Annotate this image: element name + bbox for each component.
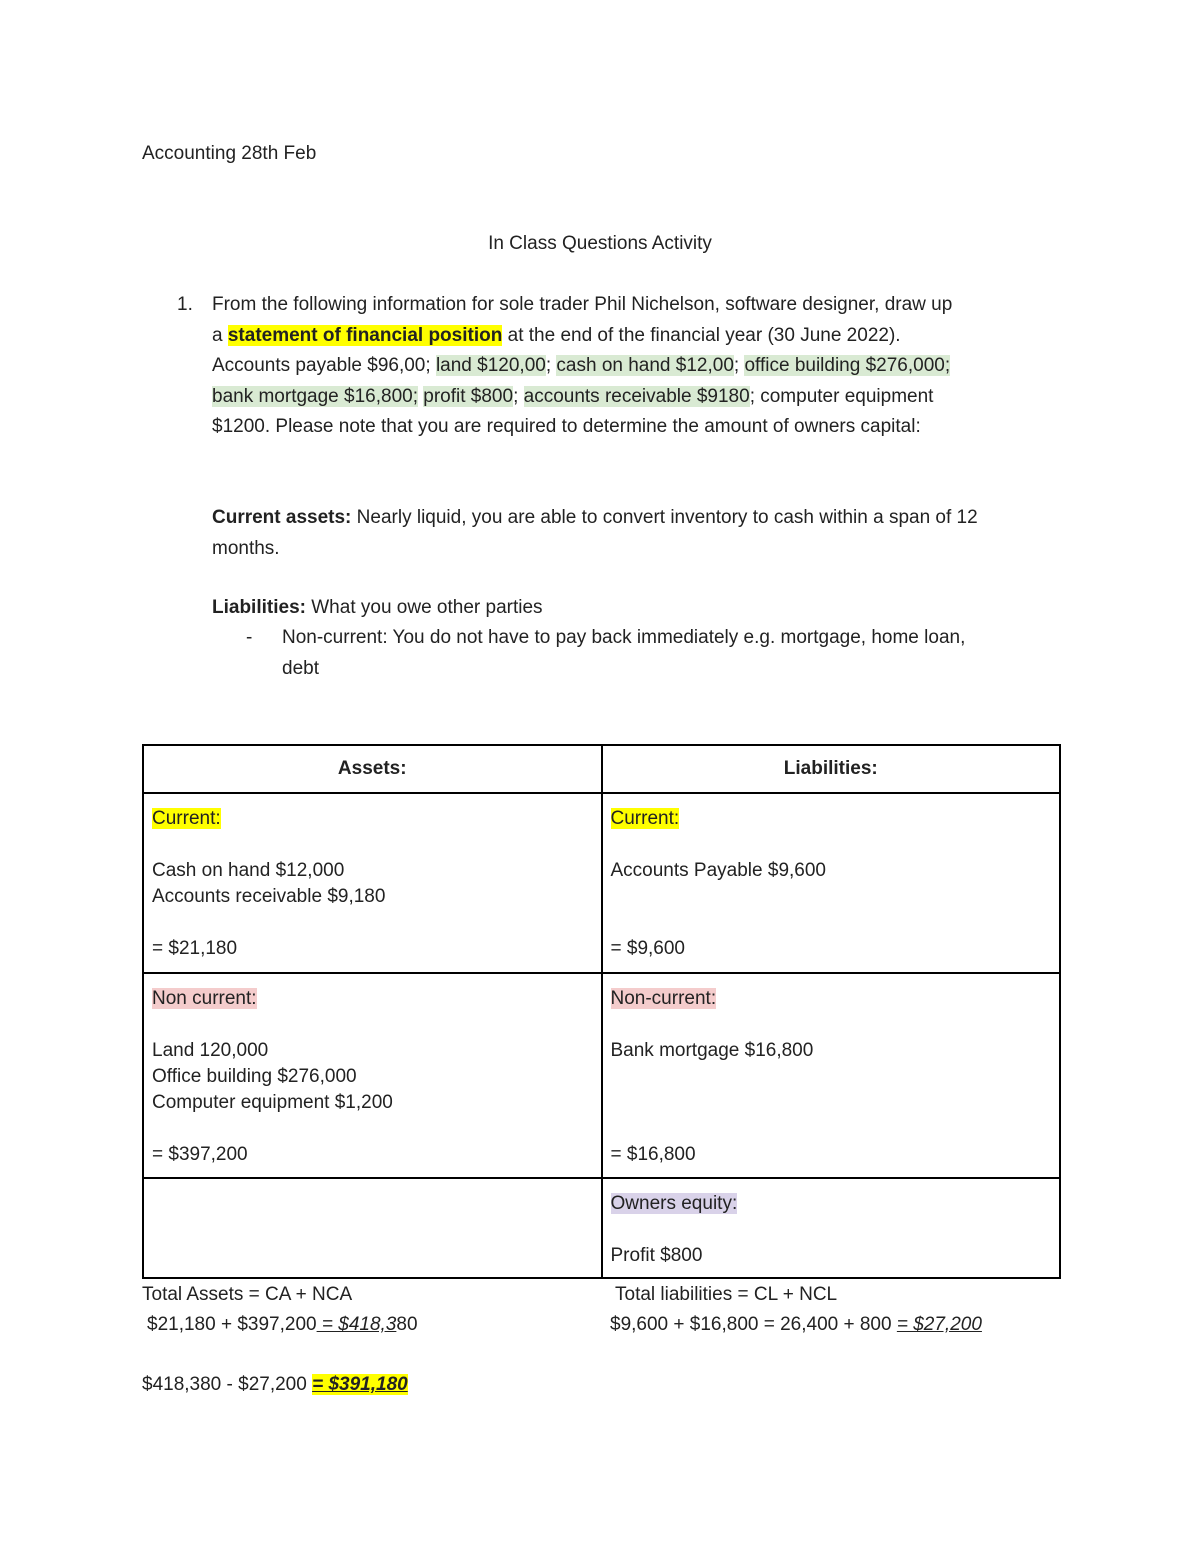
liab-current-label: Current: (610, 808, 680, 829)
assets-current-total: = $21,180 (152, 938, 238, 959)
assets-header: Assets: (143, 745, 602, 793)
liabilities-header: Liabilities: (602, 745, 1061, 793)
highlighted-item: profit $800 (423, 385, 514, 407)
highlighted-item: land $120,00 (435, 355, 546, 376)
item-text: ; computer equipment (749, 385, 934, 407)
question-body (212, 290, 1072, 443)
question-line-5: $1200. Please note that you are required to determine the amount of owners capital: (212, 416, 921, 437)
item-text: ; (545, 355, 557, 376)
item-text: ; (513, 385, 524, 407)
liab-noncurrent-cell (602, 973, 1061, 1178)
liab-formula: Total liabilities = CL + NCL (615, 1284, 838, 1305)
item-text: ; (425, 355, 436, 376)
liab-calc: $9,600 + $16,800 = 26,400 + 800 = $27,200 (610, 1314, 982, 1335)
doc-title: Accounting 28th Feb (142, 143, 317, 164)
highlighted-item: cash on hand $12,00 (556, 355, 734, 376)
owners-equity-item: Profit $800 (610, 1245, 703, 1266)
current-assets-label: Current assets: (212, 507, 352, 528)
highlight-statement: statement of financial position (227, 324, 503, 346)
question-line-4 (212, 382, 1072, 413)
highlighted-item: bank mortgage $16,800; (212, 385, 418, 407)
asset-item: Computer equipment $1,200 (152, 1092, 393, 1113)
owners-equity-cell (602, 1178, 1061, 1278)
subtitle: In Class Questions Activity (488, 233, 712, 254)
liab-item: Bank mortgage $16,800 (610, 1040, 814, 1061)
question-line-1: From the following information for sole trader Phil Nichelson, software designer, draw up (212, 294, 953, 315)
current-assets-note: Current assets: Nearly liquid, you are able to convert inventory to cash within a span of 12 months. (212, 507, 978, 559)
liab-item: Accounts Payable $9,600 (610, 860, 826, 881)
highlighted-item: accounts receivable $9180 (523, 385, 750, 407)
asset-item: Office building $276,000 (152, 1066, 357, 1087)
assets-noncurrent-total: = $397,200 (152, 1144, 248, 1165)
liab-noncurrent-label: Non-current: (610, 988, 717, 1009)
asset-item: Cash on hand $12,000 (152, 860, 345, 881)
question-number: 1. (177, 294, 193, 315)
asset-item: Land 120,000 (152, 1040, 269, 1061)
assets-formula: Total Assets = CA + NCA (142, 1284, 353, 1305)
assets-current-label: Current: (152, 808, 221, 829)
liab-current-cell (602, 793, 1061, 973)
liabilities-label: Liabilities: (212, 597, 306, 618)
assets-calc-result: = $418,3 (316, 1314, 397, 1335)
assets-calc: $21,180 + $397,200 = $418,380 (147, 1314, 418, 1335)
owners-capital-result: = $391,180 (312, 1374, 408, 1395)
assets-noncurrent-cell (143, 973, 602, 1178)
assets-noncurrent-label: Non current: (152, 988, 257, 1009)
assets-current-cell (143, 793, 602, 973)
bullet-dash: - (246, 627, 253, 648)
financial-position-table (142, 744, 1061, 1279)
empty-cell (143, 1178, 602, 1278)
item-text: Accounts payable $96,00 (212, 355, 426, 376)
asset-item: Accounts receivable $9,180 (152, 886, 386, 907)
liabilities-note: Liabilities: What you owe other parties (212, 597, 543, 618)
liab-calc-result: = $27,200 (896, 1314, 982, 1335)
bullet-text: Non-current: You do not have to pay back immediately e.g. mortgage, home loan, debt (282, 627, 966, 679)
item-text: ; (733, 355, 745, 376)
highlighted-item: office building $276,000; (744, 355, 951, 376)
final-calc: $418,380 - $27,200 = $391,180 (142, 1374, 408, 1395)
owners-equity-label: Owners equity: (610, 1193, 738, 1214)
question-line-2: a statement of financial position at the end of the financial year (30 June 2022). (212, 324, 901, 346)
liab-noncurrent-total: = $16,800 (610, 1144, 696, 1165)
question-line-3 (212, 351, 1072, 382)
liab-current-total: = $9,600 (610, 938, 685, 959)
